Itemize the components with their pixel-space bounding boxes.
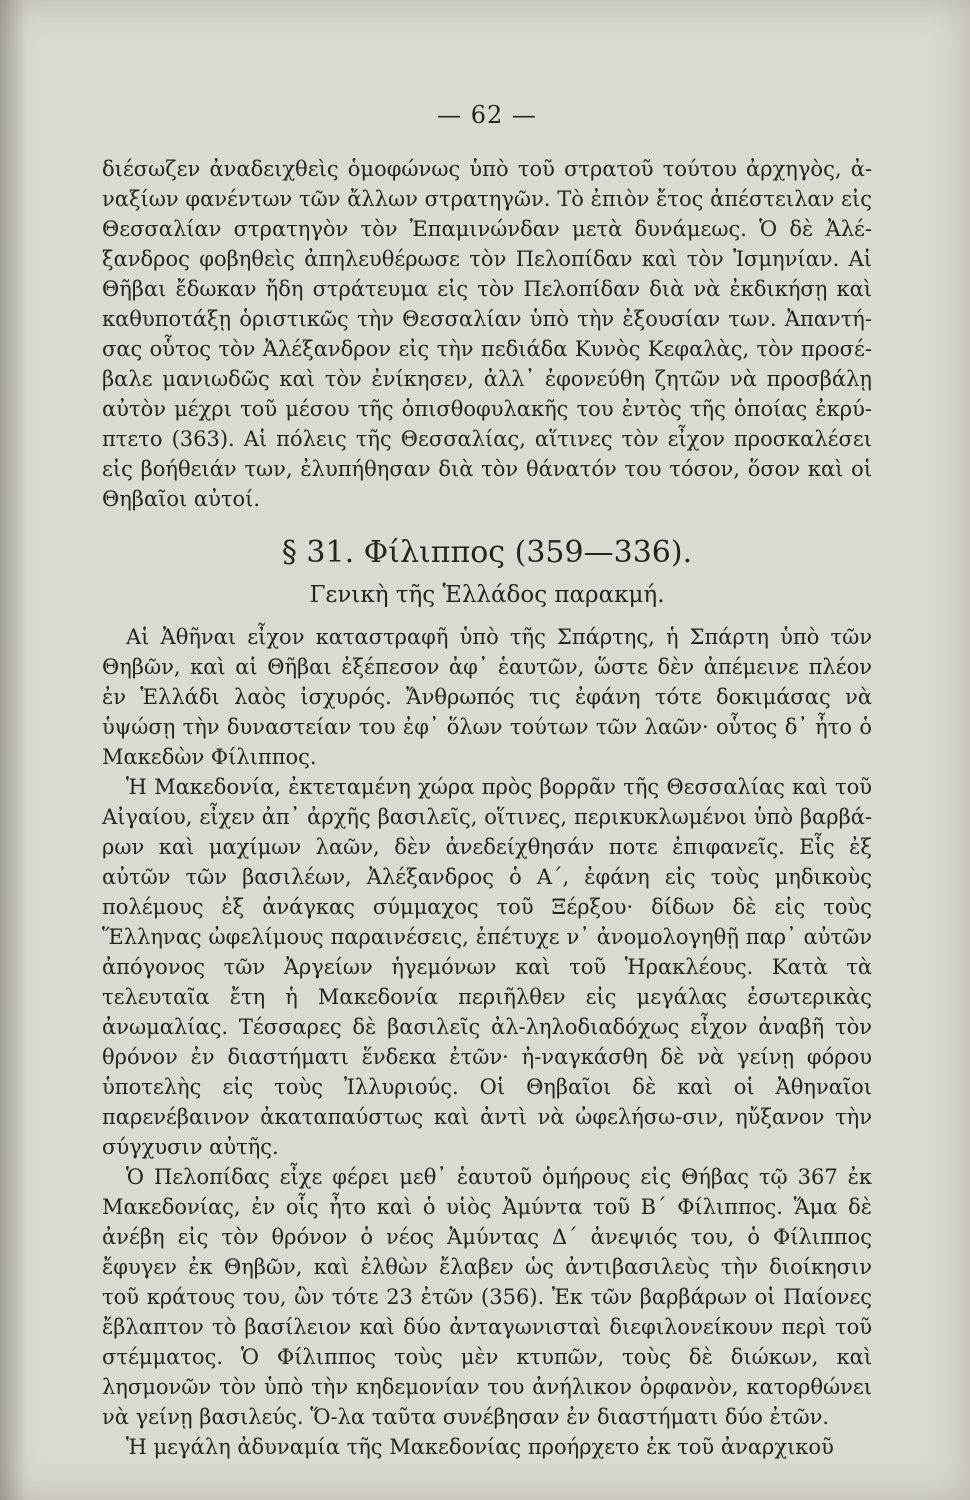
page-content (102, 100, 872, 1462)
paragraph-final-line: Ἡ μεγάλη ἀδυναμία τῆς Μακεδονίας προήρχετο ἐκ τοῦ ἀναρχικοῦ (126, 1435, 834, 1459)
paragraph: Αἱ Ἀθῆναι εἶχον καταστραφῆ ὑπὸ τῆς Σπάρτης, ἡ Σπάρτη ὑπὸ τῶν Θηβῶν, καὶ αἱ Θῆβαι ἐξέπεσον ἀφ᾽ ἑαυτῶν, ὥστε δὲν ἀπέμεινε πλέον ἐν Ἑλλάδι λαὸς ἰσχυρός. Ἄνθρωπός τις ἐφάνη τότε δοκιμάσας νὰ ὑψώσῃ τὴν δυναστείαν του ἐφ᾽ ὅλων τούτων τῶν λαῶν· οὗτος δ᾽ ἦτο ὁ Μακεδὼν Φίλιππος. (102, 625, 872, 769)
section-subtitle: Γενικὴ τῆς Ἑλλάδος παρακμή. (309, 582, 665, 608)
page-edge-shadow (0, 0, 28, 1500)
page-number: — 62 — (437, 101, 537, 129)
paragraph: Ἡ Μακεδονία, ἐκτεταμένη χώρα πρὸς βορρᾶν τῆς Θεσσαλίας καὶ τοῦ Αἰγαίου, εἶχεν ἀπ᾽ ἀρχῆς βασιλεῖς, οἵτινες, περικυκλωμένοι ὑπὸ βαρβά-ρων καὶ μαχίμων λαῶν, δὲν ἀνεδείχθησάν ποτε ἐπιφανεῖς. Εἷς ἐξ αὐτῶν τῶν βασιλέων, Ἀλέξανδρος ὁ Α΄, ἐφάνη εἰς τοὺς μηδικοὺς πολέμους ἐξ ἀνάγκας σύμμαχος τοῦ Ξέρξου· δίδων δὲ εἰς τοὺς Ἕλληνας ὠφελίμους παραινέσεις, ἐπέτυχε ν᾽ ἀνομολογηθῇ παρ᾽ αὐτῶν ἀπόγονος τῶν Ἀργείων ἡγεμόνων καὶ τοῦ Ἡρακλέους. Κατὰ τὰ τελευταῖα ἔτη ἡ Μακεδονία περιῆλθεν εἰς μεγάλας ἐσωτερικὰς ἀνωμαλίας. Τέσσαρες δὲ βασιλεῖς ἀλ-ληλοδιαδόχως εἶχον ἀναβῆ τὸν θρόνον ἐν διαστήματι ἕνδεκα ἐτῶν· ἠ-ναγκάσθη δὲ νὰ γείνῃ φόρου ὑποτελὴς εἰς τοὺς Ἰλλυριούς. Οἱ Θηβαῖοι δὲ καὶ οἱ Ἀθηναῖοι παρενέβαινον ἀκαταπαύστως καὶ ἀντὶ νὰ ὠφελήσω-σιν, ηὔξανον τὴν σύγχυσιν αὐτῆς. (102, 775, 872, 1159)
paragraph: Ὁ Πελοπίδας εἶχε φέρει μεθ᾽ ἑαυτοῦ ὁμήρους εἰς Θήβας τῷ 367 ἐκ Μακεδονίας, ἐν οἷς ἦτο καὶ ὁ υἱὸς Ἀμύντα τοῦ Β΄ Φίλιππος. Ἅμα δὲ ἀνέβη εἰς τὸν θρόνον ὁ νέος Ἀμύντας Δ΄ ἀνεψιός του, ὁ Φίλιππος ἔφυγεν ἐκ Θηβῶν, καὶ ἐλθὼν ἔλαβεν ὡς ἀντιβασιλεὺς τὴν διοίκησιν τοῦ κράτους του, ὢν τότε 23 ἐτῶν (356). Ἐκ τῶν βαρβάρων οἱ Παίονες ἔβλαπτον τὸ βασίλειον καὶ δύο ἀνταγωνισταὶ διεφιλονείκουν περὶ τοῦ στέμματος. Ὁ Φίλιππος τοὺς μὲν κτυπῶν, τοὺς δὲ διώκων, καὶ λησμονῶν τὸν ὑπὸ τὴν κηδεμονίαν του ἀνήλικον ὀρφανὸν, κατορθώνει νὰ γείνῃ βασιλεύς. Ὅ-λα ταῦτα συνέβησαν ἐν διαστήματι δύο ἐτῶν. (102, 1165, 872, 1429)
section-heading: § 31. Φίλιππος (359—336). (281, 535, 693, 570)
paragraph-continuation: διέσωζεν ἀναδειχθεὶς ὁμοφώνως ὑπὸ τοῦ στρατοῦ τούτου ἀρχηγὸς, ἀ-ναξίων φανέντων τῶν ἄλλων στρατηγῶν. Τὸ ἐπιὸν ἔτος ἀπέστειλαν εἰς Θεσσαλίαν στρατηγὸν τὸν Ἐπαμινώνδαν μετὰ δυνάμεως. Ὁ δὲ Ἀλέ-ξανδρος φοβηθεὶς ἀπηλευθέρωσε τὸν Πελοπίδαν καὶ τὸν Ἰσμηνίαν. Αἱ Θῆβαι ἔδωκαν ἤδη στράτευμα εἰς τὸν Πελοπίδαν διὰ νὰ ἐκδικήσῃ καὶ καθυποτάξῃ ὁριστικῶς τὴν Θεσσαλίαν ὑπὸ τὴν ἐξουσίαν των. Ἀπαντή-σας οὗτος τὸν Ἀλέξανδρον εἰς τὴν πεδιάδα Κυνὸς Κεφαλὰς, τὸν προσέ-βαλε μανιωδῶς καὶ τὸν ἐνίκησεν, ἀλλ᾽ ἐφονεύθη ζητῶν νὰ προσβάλῃ αὐτὸν μέχρι τοῦ μέσου τῆς ὀπισθοφυλακῆς του ἐντὸς τῆς ὁποίας ἐκρύ-πτετο (363). Αἱ πόλεις τῆς Θεσσαλίας, αἵτινες τὸν εἶχον προσκαλέσει εἰς βοήθειάν των, ἐλυπήθησαν διὰ τὸν θάνατόν του τόσον, ὅσον καὶ οἱ Θηβαῖοι αὐτοί. (102, 157, 872, 511)
